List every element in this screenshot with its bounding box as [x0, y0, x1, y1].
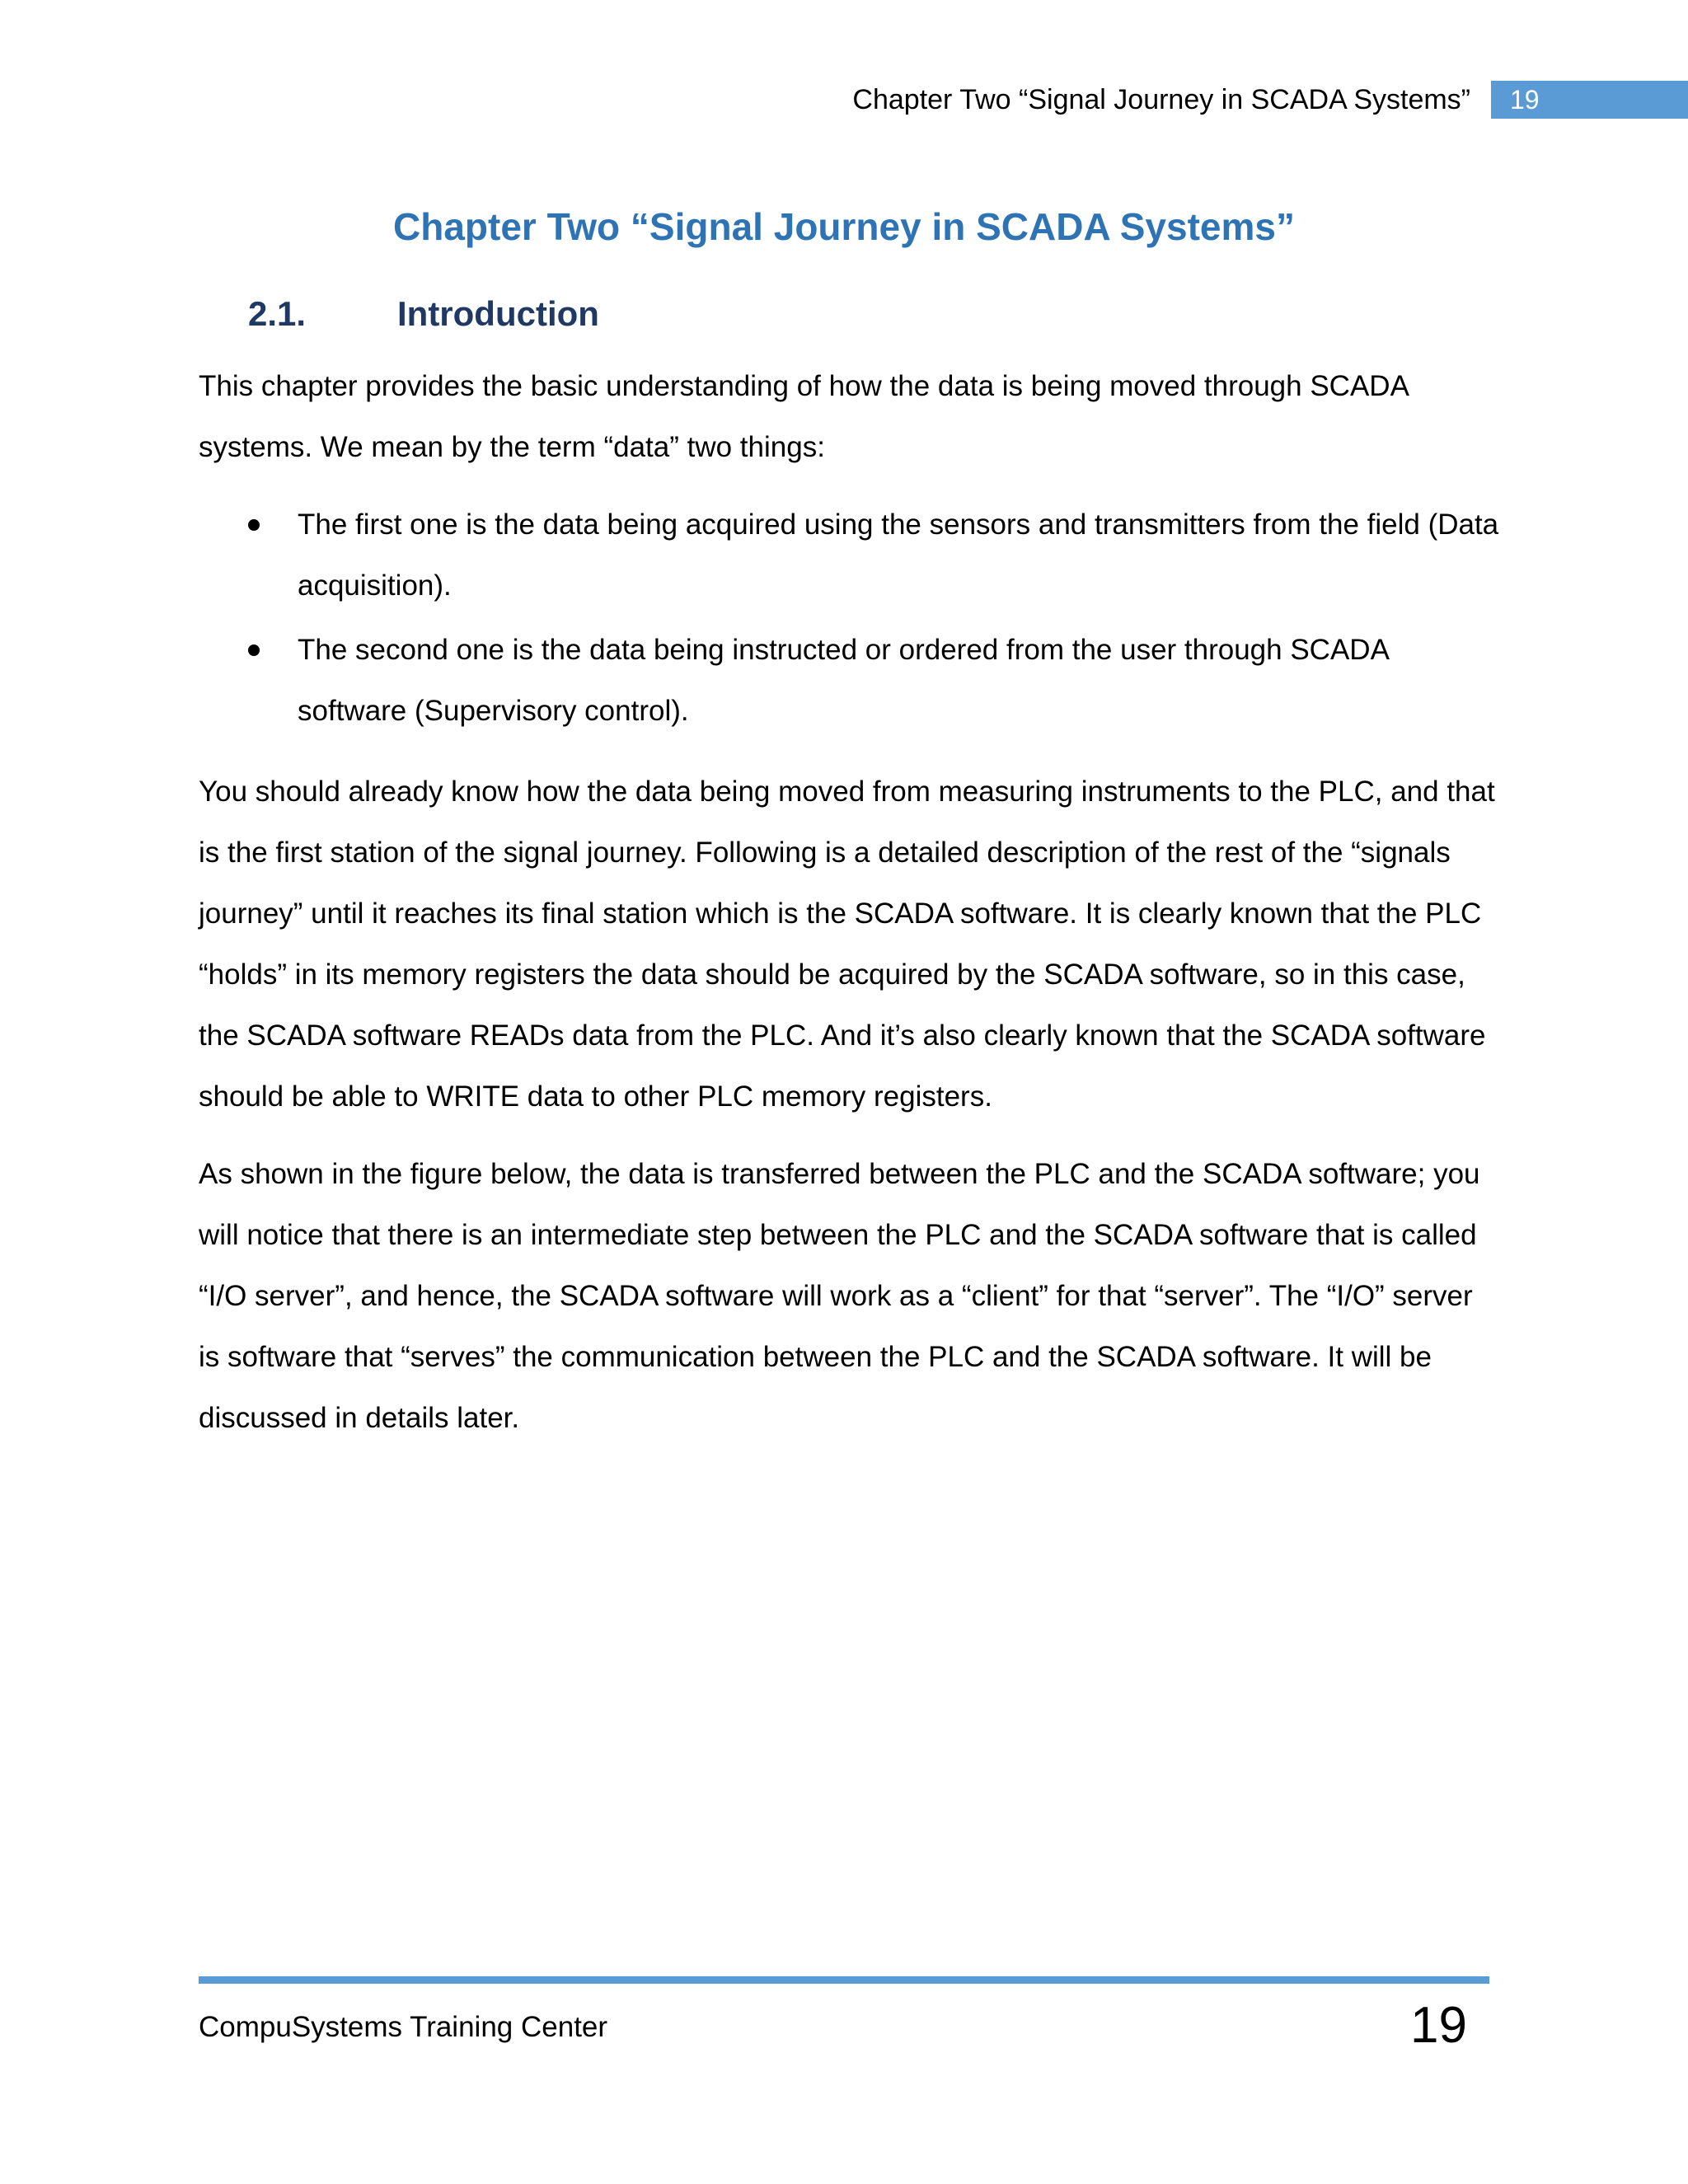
list-item-text: The second one is the data being instructed or ordered from the user through SCADA software (Supervisory control).	[298, 634, 1388, 727]
section-title: Introduction	[397, 294, 599, 333]
bullet-icon	[248, 644, 260, 656]
list-item	[298, 494, 1501, 616]
header-page-number-badge: 19	[1491, 81, 1688, 119]
section-heading	[248, 287, 599, 341]
body-content	[199, 356, 1501, 1449]
chapter-title: Chapter Two “Signal Journey in SCADA Systems”	[393, 205, 1295, 248]
bullet-icon	[248, 519, 260, 531]
footer-organization: CompuSystems Training Center	[199, 2011, 608, 2043]
section-number: 2.1.	[248, 294, 307, 333]
intro-paragraph: This chapter provides the basic understanding of how the data is being moved through SCADA systems. We mean by the term “data” two things:	[199, 370, 1408, 463]
io-server-paragraph: As shown in the figure below, the data is transferred between the PLC and the SCADA software; you will notice that there is an intermediate step between the PLC and the SCADA software that is called “I/O server”, and hence, the SCADA software will work as a “client” for that “server”. The “I/O” server is software that “serves” the communication between the PLC and the SCADA software. It will be discussed in details later.	[199, 1158, 1480, 1434]
list-item	[298, 620, 1501, 742]
bullet-list	[199, 494, 1501, 742]
footer-divider	[199, 1976, 1489, 1984]
footer-page-number: 19	[1410, 1997, 1467, 2054]
list-item-text: The first one is the data being acquired using the sensors and transmitters from the field (Data acquisition).	[298, 509, 1499, 602]
signal-journey-paragraph: You should already know how the data being moved from measuring instruments to the PLC, and that is the first station of the signal journey. Following is a detailed description of the rest of the “signals journey” until it reaches its final station which is the SCADA software. It is clearly known that the PLC “holds” in its memory registers the data should be acquired by the SCADA software, so in this case, the SCADA software READs data from the PLC. And it’s also clearly known that the SCADA software should be able to WRITE data to other PLC memory registers.	[199, 776, 1495, 1113]
running-header-title: Chapter Two “Signal Journey in SCADA Systems”	[852, 84, 1470, 115]
